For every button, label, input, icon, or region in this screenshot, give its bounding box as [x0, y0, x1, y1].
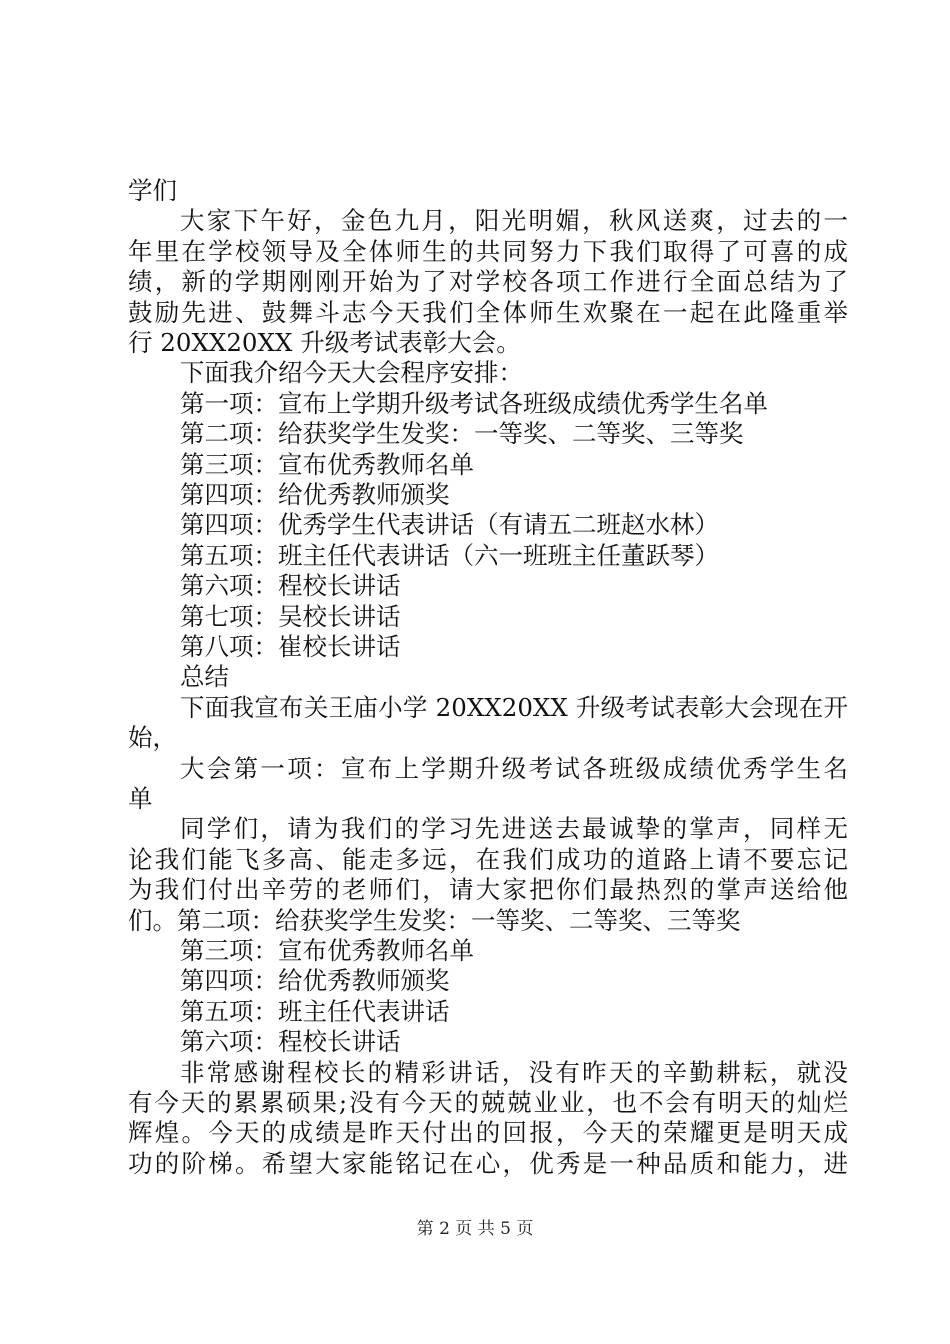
text-line: 为我们付出辛劳的老师们，请大家把你们最热烈的掌声送给他 [128, 875, 848, 905]
text-line: 同学们，请为我们的学习先进送去最诚挚的掌声，同样无 [180, 814, 848, 844]
text-line: 第六项：程校长讲话 [180, 571, 401, 601]
text-line: 们。第二项：给获奖学生发奖：一等奖、二等奖、三等奖 [128, 905, 741, 935]
text-line: 功的阶梯。希望大家能铭记在心，优秀是一种品质和能力，进 [128, 1148, 848, 1178]
text-line: 绩，新的学期刚刚开始为了对学校各项工作进行全面总结为了 [128, 267, 848, 297]
text-line: 下面我宣布关王庙小学 20XX20XX 升级考试表彰大会现在开 [180, 692, 848, 722]
text-line: 年里在学校领导及全体师生的共同努力下我们取得了可喜的成 [128, 236, 848, 266]
text-line: 第四项：优秀学生代表讲话（有请五二班赵水林） [180, 510, 719, 540]
text-line: 第七项：吴校长讲话 [180, 601, 401, 631]
text-line: 学们 [128, 176, 177, 205]
text-line: 第四项：给优秀教师颁奖 [180, 480, 450, 509]
text-line: 总结 [180, 662, 229, 692]
text-line: 大会第一项：宣布上学期升级考试各班级成绩优秀学生名 [180, 753, 848, 783]
text-line: 有今天的累累硕果;没有今天的兢兢业业，也不会有明天的灿烂 [128, 1088, 848, 1117]
text-line: 第三项：宣布优秀教师名单 [180, 449, 474, 479]
text-line: 非常感谢程校长的精彩讲话，没有昨天的辛勤耕耘，就没 [180, 1057, 848, 1087]
text-line: 第五项：班主任代表讲话（六一班班主任董跃琴） [180, 540, 719, 570]
text-line: 第一项：宣布上学期升级考试各班级成绩优秀学生名单 [180, 388, 768, 418]
text-line: 下面我介绍今天大会程序安排： [180, 358, 523, 388]
text-line: 第五项：班主任代表讲话 [180, 996, 450, 1026]
text-line: 大家下午好，金色九月，阳光明媚，秋风送爽，过去的一 [180, 206, 848, 236]
text-line: 论我们能飞多高、能走多远，在我们成功的道路上请不要忘记 [128, 844, 848, 874]
text-line: 第六项：程校长讲话 [180, 1027, 401, 1057]
text-line: 行 20XX20XX 升级考试表彰大会。 [128, 328, 521, 357]
text-line: 第八项：崔校长讲话 [180, 632, 401, 661]
text-line: 第三项：宣布优秀教师名单 [180, 936, 474, 965]
text-line: 始， [128, 723, 177, 753]
text-line: 单 [128, 784, 153, 813]
text-line: 第二项：给获奖学生发奖：一等奖、二等奖、三等奖 [180, 419, 744, 449]
text-line: 鼓励先进、鼓舞斗志今天我们全体师生欢聚在一起在此隆重举 [128, 297, 848, 327]
text-line: 第四项：给优秀教师颁奖 [180, 966, 450, 996]
text-line: 辉煌。今天的成绩是昨天付出的回报，今天的荣耀更是明天成 [128, 1118, 848, 1148]
page-footer: 第 2 页 共 5 页 [416, 1219, 534, 1239]
